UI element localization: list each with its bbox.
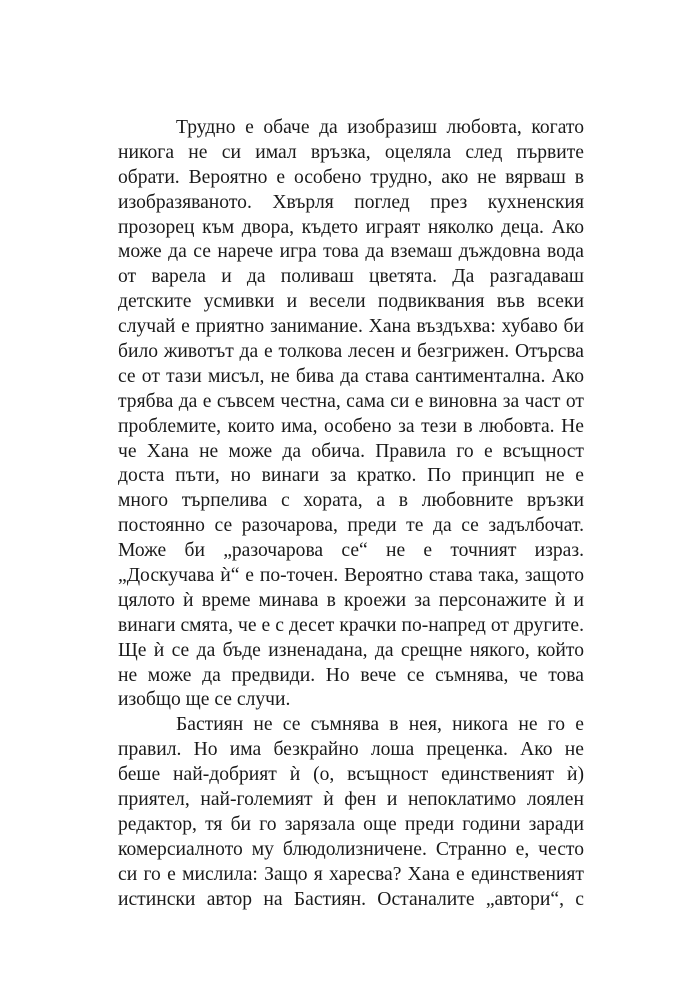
text-line: си го е мислила: Защо я харесва? Хана е единственият: [118, 863, 584, 885]
text-line: било животът да е толкова лесен и безгрижен. Отърсва: [118, 341, 584, 363]
text-line: може да се нарече игра това да вземаш дъждовна вода: [118, 241, 584, 263]
text-line: много търпелива с хората, а в любовните връзки: [118, 490, 584, 512]
text-line: се от тази мисъл, не бива да става сантиментална. Ако: [118, 365, 584, 387]
body-text: [118, 116, 584, 913]
text-line: редактор, тя би го зарязала още преди години заради: [118, 813, 584, 835]
paragraph: [118, 116, 584, 713]
text-line: беше най-добрият ѝ (о, всъщност единственият ѝ): [118, 764, 584, 786]
text-line: Бастиян не се съмнява в нея, никога не го е: [176, 714, 584, 736]
text-line: Може би „разочарова се“ не е точният израз.: [118, 540, 584, 562]
text-line: приятел, най-големият ѝ фен и непоклатимо лоялен: [118, 789, 584, 811]
text-line: правил. Но има безкрайно лоша преценка. Ако не: [118, 739, 584, 761]
text-line: „Доскучава ѝ“ е по-точен. Вероятно става така, защото: [118, 565, 584, 587]
text-line: доста пъти, но винаги за кратко. По принцип не е: [118, 465, 584, 487]
text-line: прозорец към двора, където играят няколко деца. Ако: [118, 216, 584, 238]
text-line: никога не си имал връзка, оцеляла след първите: [118, 141, 584, 163]
text-line: детските усмивки и весели подвиквания във всеки: [118, 291, 584, 313]
text-line: от варела и да поливаш цветята. Да разгадаваш: [118, 266, 584, 288]
text-line: Ще ѝ се да бъде изненадана, да срещне някого, който: [118, 639, 584, 661]
text-line: изобразяваното. Хвърля поглед през кухненския: [118, 191, 584, 213]
text-line: постоянно се разочарова, преди те да се задълбочат.: [118, 515, 584, 537]
text-line: изобщо ще се случи.: [118, 689, 291, 711]
text-line: комерсиалното му блюдолизничене. Странно е, често: [118, 838, 584, 860]
text-line: трябва да е съвсем честна, сама си е виновна за част от: [118, 390, 584, 412]
text-line: истински автор на Бастиян. Останалите „автори“, с: [118, 888, 584, 910]
text-line: винаги смята, че е с десет крачки по-напред от другите.: [118, 614, 584, 636]
text-line: не може да предвиди. Но вече се съмнява, че това: [118, 664, 584, 686]
text-line: случай е приятно занимание. Хана въздъхва: хубаво би: [118, 316, 584, 338]
text-line: че Хана не може да обича. Правила го е всъщност: [118, 440, 584, 462]
text-line: проблемите, които има, особено за тези в любовта. Не: [118, 415, 584, 437]
text-line: Трудно е обаче да изобразиш любовта, когато: [176, 117, 584, 138]
text-line: цялото ѝ време минава в кроежи за персонажите ѝ и: [118, 589, 584, 611]
paragraph: [118, 713, 584, 912]
text-line: обрати. Вероятно е особено трудно, ако не вярваш в: [118, 166, 584, 188]
